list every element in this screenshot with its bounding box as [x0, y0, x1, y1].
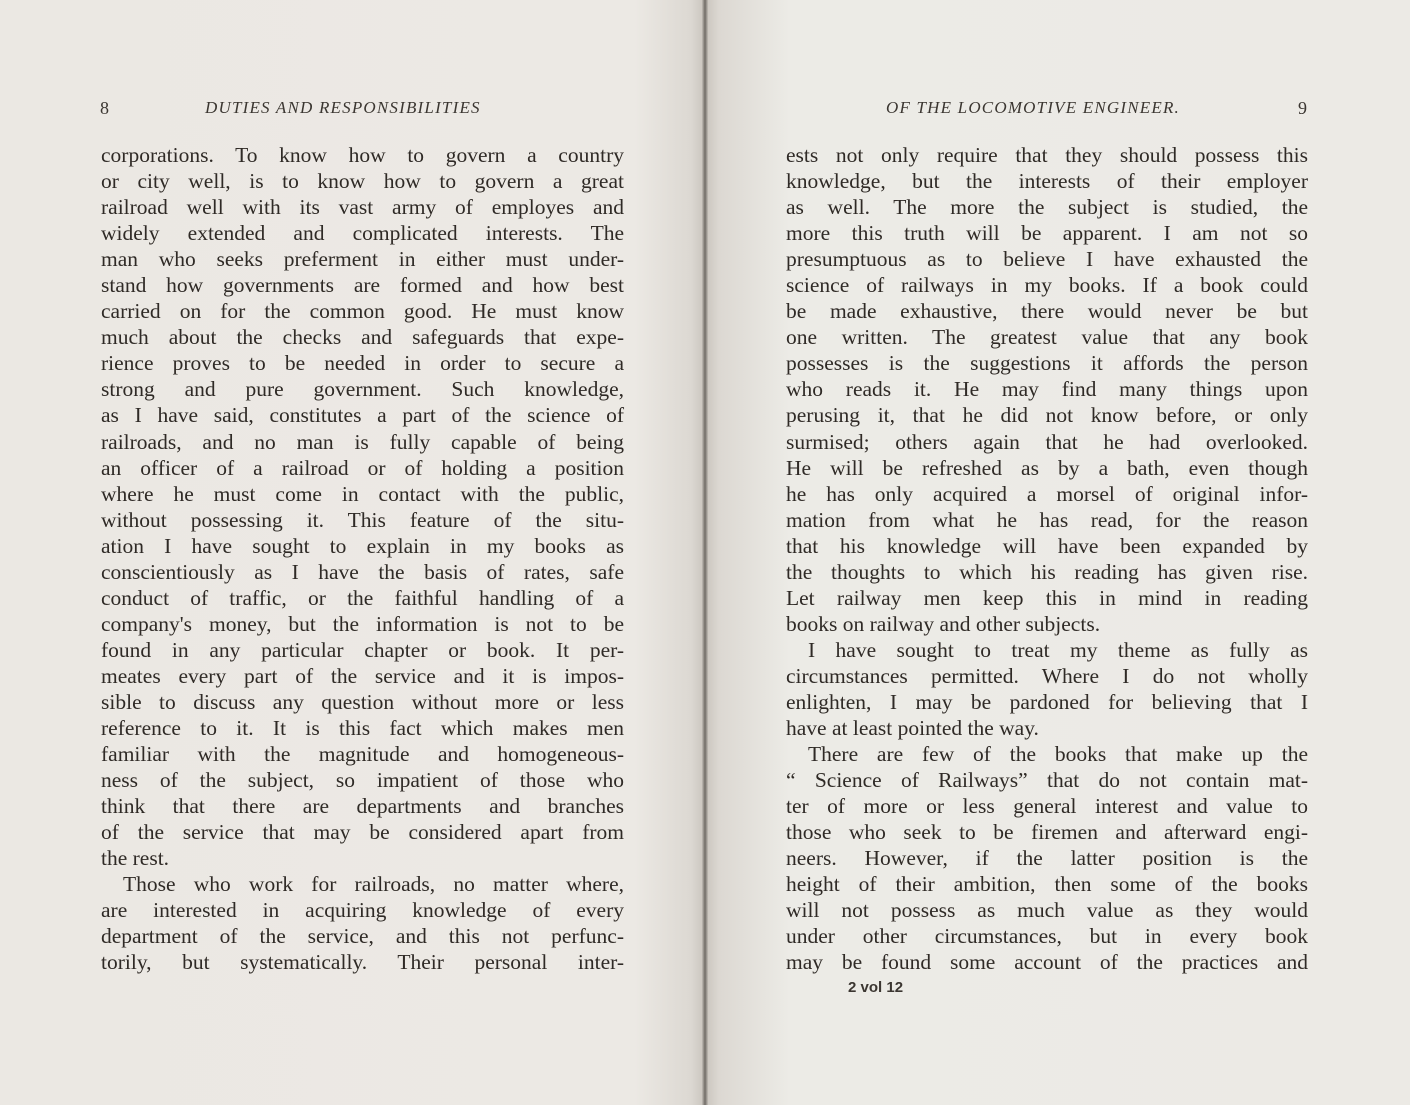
text-line: “ Science of Railways” that do not contain mat-: [786, 768, 1308, 793]
text-line: He will be refreshed as by a bath, even though: [786, 455, 1308, 480]
text-line: carried on for the common good. He must know: [101, 299, 624, 324]
left-page: [0, 0, 702, 1105]
text-line: meates every part of the service and it is impos-: [101, 663, 624, 688]
text-line: those who seek to be firemen and afterward engi-: [786, 820, 1308, 845]
text-line: Let railway men keep this in mind in reading: [786, 585, 1308, 610]
text-line: ests not only require that they should possess this: [786, 143, 1308, 167]
text-line: or city well, is to know how to govern a great: [101, 169, 624, 194]
text-line: the thoughts to which his reading has given rise.: [786, 559, 1308, 584]
text-line: surmised; others again that he had overlooked.: [786, 429, 1308, 454]
text-line: one written. The greatest value that any book: [786, 325, 1308, 350]
text-line: much about the checks and safeguards that expe-: [101, 325, 624, 350]
text-line: ness of the subject, so impatient of those who: [101, 768, 624, 793]
text-line: ation I have sought to explain in my books as: [101, 533, 624, 558]
text-line: enlighten, I may be pardoned for believing that I: [786, 689, 1308, 714]
text-line: department of the service, and this not perfunc-: [101, 924, 624, 949]
text-line: man who seeks preferment in either must under-: [101, 247, 624, 272]
text-line: science of railways in my books. If a book could: [786, 273, 1308, 298]
text-line: railroad well with its vast army of employes and: [101, 195, 624, 220]
text-line: will not possess as much value as they would: [786, 898, 1308, 923]
left-page-text: [101, 142, 624, 976]
text-line: as I have said, constitutes a part of the science of: [101, 403, 624, 428]
text-line: neers. However, if the latter position is the: [786, 846, 1308, 871]
text-line: mation from what he has read, for the reason: [786, 507, 1308, 532]
signature-mark: 2 vol 12: [848, 979, 904, 996]
text-line: torily, but systematically. Their personal inter-: [101, 950, 624, 975]
text-line: conscientiously as I have the basis of rates, safe: [101, 559, 624, 584]
text-line: books on railway and other subjects.: [786, 611, 1101, 636]
text-line: railroads, and no man is fully capable of being: [101, 429, 624, 454]
text-line: that his knowledge will have been expanded by: [786, 533, 1308, 558]
text-line: knowledge, but the interests of their employer: [786, 169, 1308, 194]
text-line: widely extended and complicated interests. The: [101, 221, 624, 246]
right-running-title: OF THE LOCOMOTIVE ENGINEER.: [886, 98, 1180, 117]
text-line: found in any particular chapter or book. It per-: [101, 637, 624, 662]
text-line: conduct of traffic, or the faithful handling of a: [101, 585, 624, 610]
text-line: more this truth will be apparent. I am not so: [786, 221, 1308, 246]
text-line: height of their ambition, then some of the books: [786, 872, 1308, 897]
text-line: Those who work for railroads, no matter where,: [123, 872, 624, 897]
text-line: familiar with the magnitude and homogeneous-: [101, 742, 624, 767]
text-line: be made exhaustive, there would never be but: [786, 299, 1308, 324]
text-line: ter of more or less general interest and value to: [786, 794, 1308, 819]
text-line: have at least pointed the way.: [786, 716, 1039, 741]
text-line: stand how governments are formed and how best: [101, 273, 624, 298]
right-page-text: [786, 142, 1308, 976]
text-line: where he must come in contact with the public,: [101, 481, 624, 506]
left-running-title: DUTIES AND RESPONSIBILITIES: [205, 98, 481, 117]
text-line: company's money, but the information is not to be: [101, 611, 624, 636]
text-line: possesses is the suggestions it affords the person: [786, 351, 1308, 376]
right-page: [708, 0, 1410, 1105]
text-line: reference to it. It is this fact which makes men: [101, 716, 624, 741]
text-line: as well. The more the subject is studied, the: [786, 195, 1308, 220]
text-line: strong and pure government. Such knowledge,: [101, 377, 624, 402]
text-line: There are few of the books that make up the: [808, 742, 1308, 767]
text-line: are interested in acquiring knowledge of every: [101, 898, 624, 923]
text-line: perusing it, that he did not know before, or only: [786, 403, 1308, 428]
text-line: think that there are departments and branches: [101, 794, 624, 819]
text-line: circumstances permitted. Where I do not wholly: [786, 663, 1308, 688]
text-line: may be found some account of the practices and: [786, 950, 1308, 975]
text-line: presumptuous as to believe I have exhausted the: [786, 247, 1308, 272]
right-page-number: 9: [1298, 98, 1307, 118]
text-line: sible to discuss any question without more or less: [101, 689, 624, 714]
text-line: without possessing it. This feature of the situ-: [101, 507, 624, 532]
text-line: under other circumstances, but in every book: [786, 924, 1308, 949]
text-line: I have sought to treat my theme as fully as: [808, 637, 1308, 662]
text-line: he has only acquired a morsel of original infor-: [786, 481, 1308, 506]
text-line: who reads it. He may find many things upon: [786, 377, 1308, 402]
text-line: rience proves to be needed in order to secure a: [101, 351, 624, 376]
text-line: the rest.: [101, 846, 170, 871]
left-page-number: 8: [100, 98, 109, 118]
text-line: of the service that may be considered apart from: [101, 820, 624, 845]
text-line: an officer of a railroad or of holding a position: [101, 455, 624, 480]
text-line: corporations. To know how to govern a country: [101, 143, 624, 167]
